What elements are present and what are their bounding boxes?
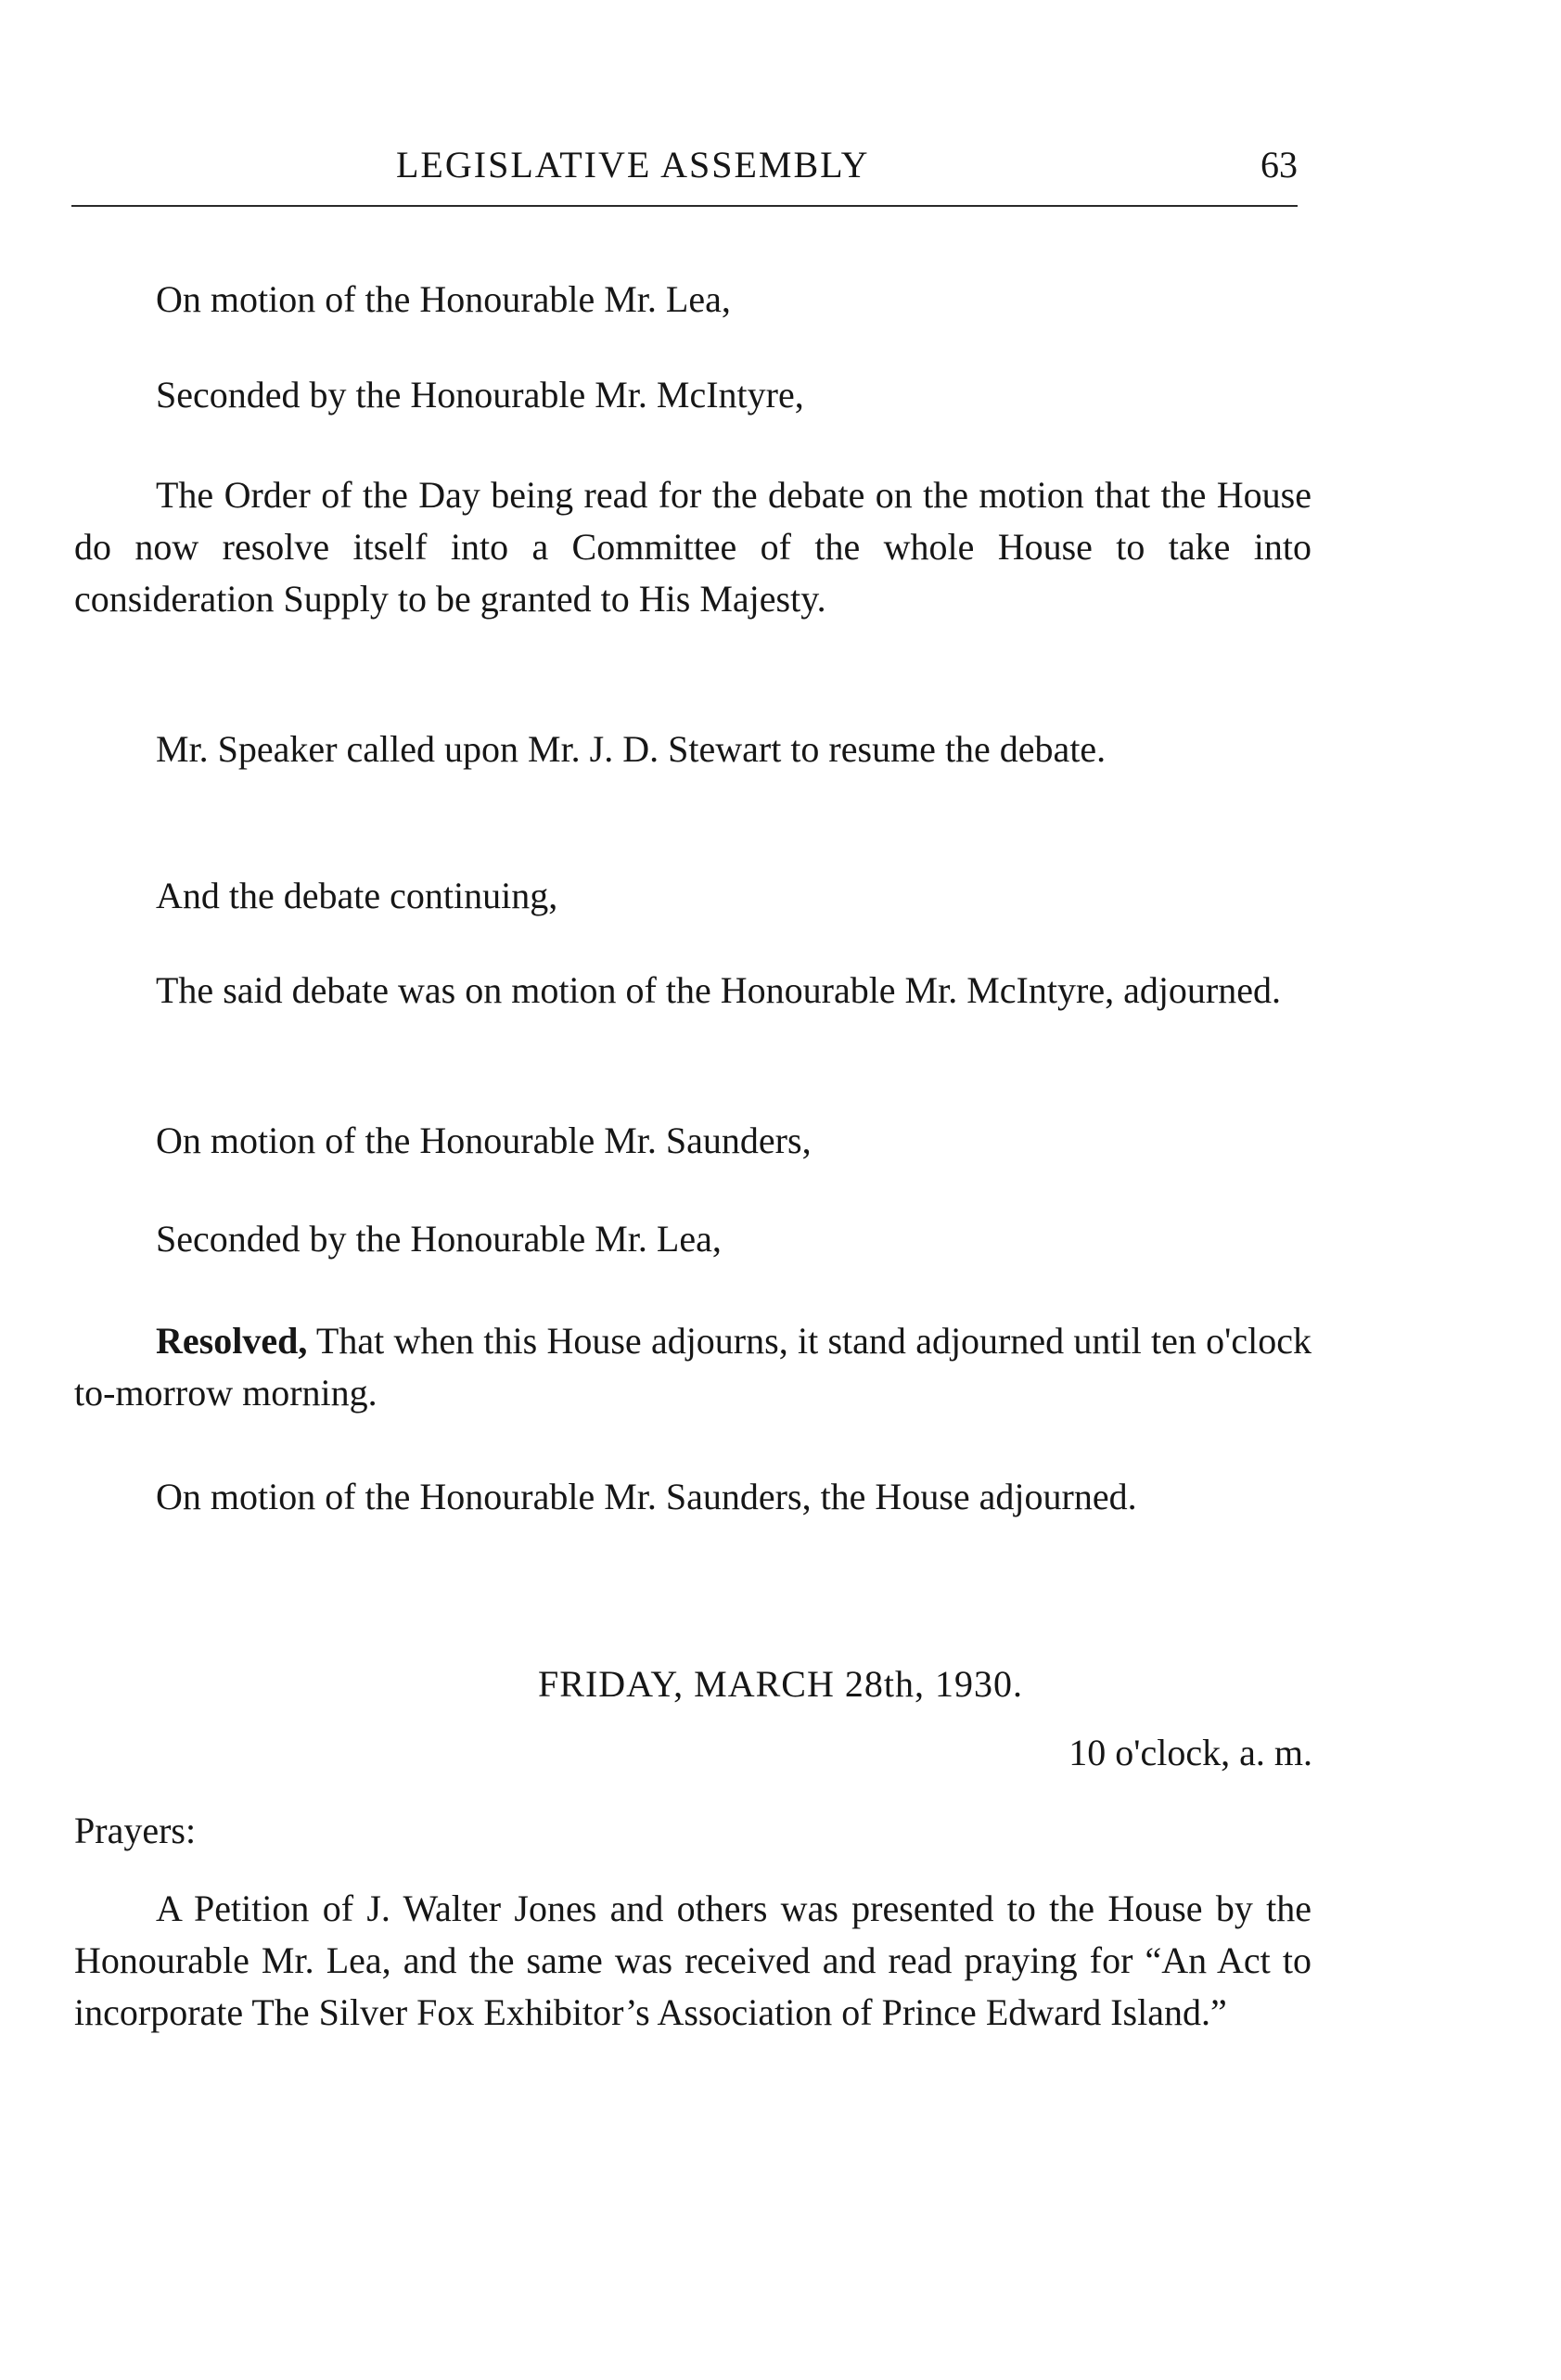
date-heading: FRIDAY, MARCH 28th, 1930. (538, 1663, 1023, 1705)
resolved-label: Resolved, (156, 1320, 308, 1362)
sitting-time: 10 o'clock, a. m. (1068, 1732, 1312, 1773)
paragraph-motion-saunders: On motion of the Honourable Mr. Saunders, (156, 1120, 812, 1161)
header-divider (71, 205, 1298, 207)
paragraph-order-of-day: The Order of the Day being read for the debate on the motion that the House do now resolve itself into a Committee of the whole House to take into consideration Supply to be granted to His Majesty. (74, 474, 1311, 620)
page-header (71, 139, 1298, 195)
running-title: LEGISLATIVE ASSEMBLY (396, 144, 870, 186)
paragraph-seconded-mcintyre: Seconded by the Honourable Mr. McIntyre, (156, 374, 804, 416)
paragraph-seconded-lea: Seconded by the Honourable Mr. Lea, (156, 1218, 722, 1260)
paragraph-motion-lea: On motion of the Honourable Mr. Lea, (156, 278, 731, 320)
page-number: 63 (1260, 144, 1298, 186)
resolution-text: That when this House adjourns, it stand adjourned until ten o'clock to-morrow morning. (74, 1320, 1311, 1414)
paragraph-petition: A Petition of J. Walter Jones and others was presented to the House by the Honourable Mr. Lea, and the same was received and read praying for “An Act to incorporate The Silver Fox Exhibitor’s Association of Prince Edward Island.” (74, 1887, 1311, 2033)
paragraph-debate-adjourned: The said debate was on motion of the Honourable Mr. McIntyre, adjourned. (156, 969, 1282, 1011)
paragraph-house-adjourned: On motion of the Honourable Mr. Saunders, the House adjourned. (156, 1476, 1137, 1517)
prayers-label: Prayers: (74, 1810, 197, 1851)
paragraph-resolution (74, 1315, 1311, 1419)
paragraph-debate-continuing: And the debate continuing, (156, 875, 558, 916)
paragraph-speaker-called: Mr. Speaker called upon Mr. J. D. Stewart to resume the debate. (156, 728, 1107, 770)
